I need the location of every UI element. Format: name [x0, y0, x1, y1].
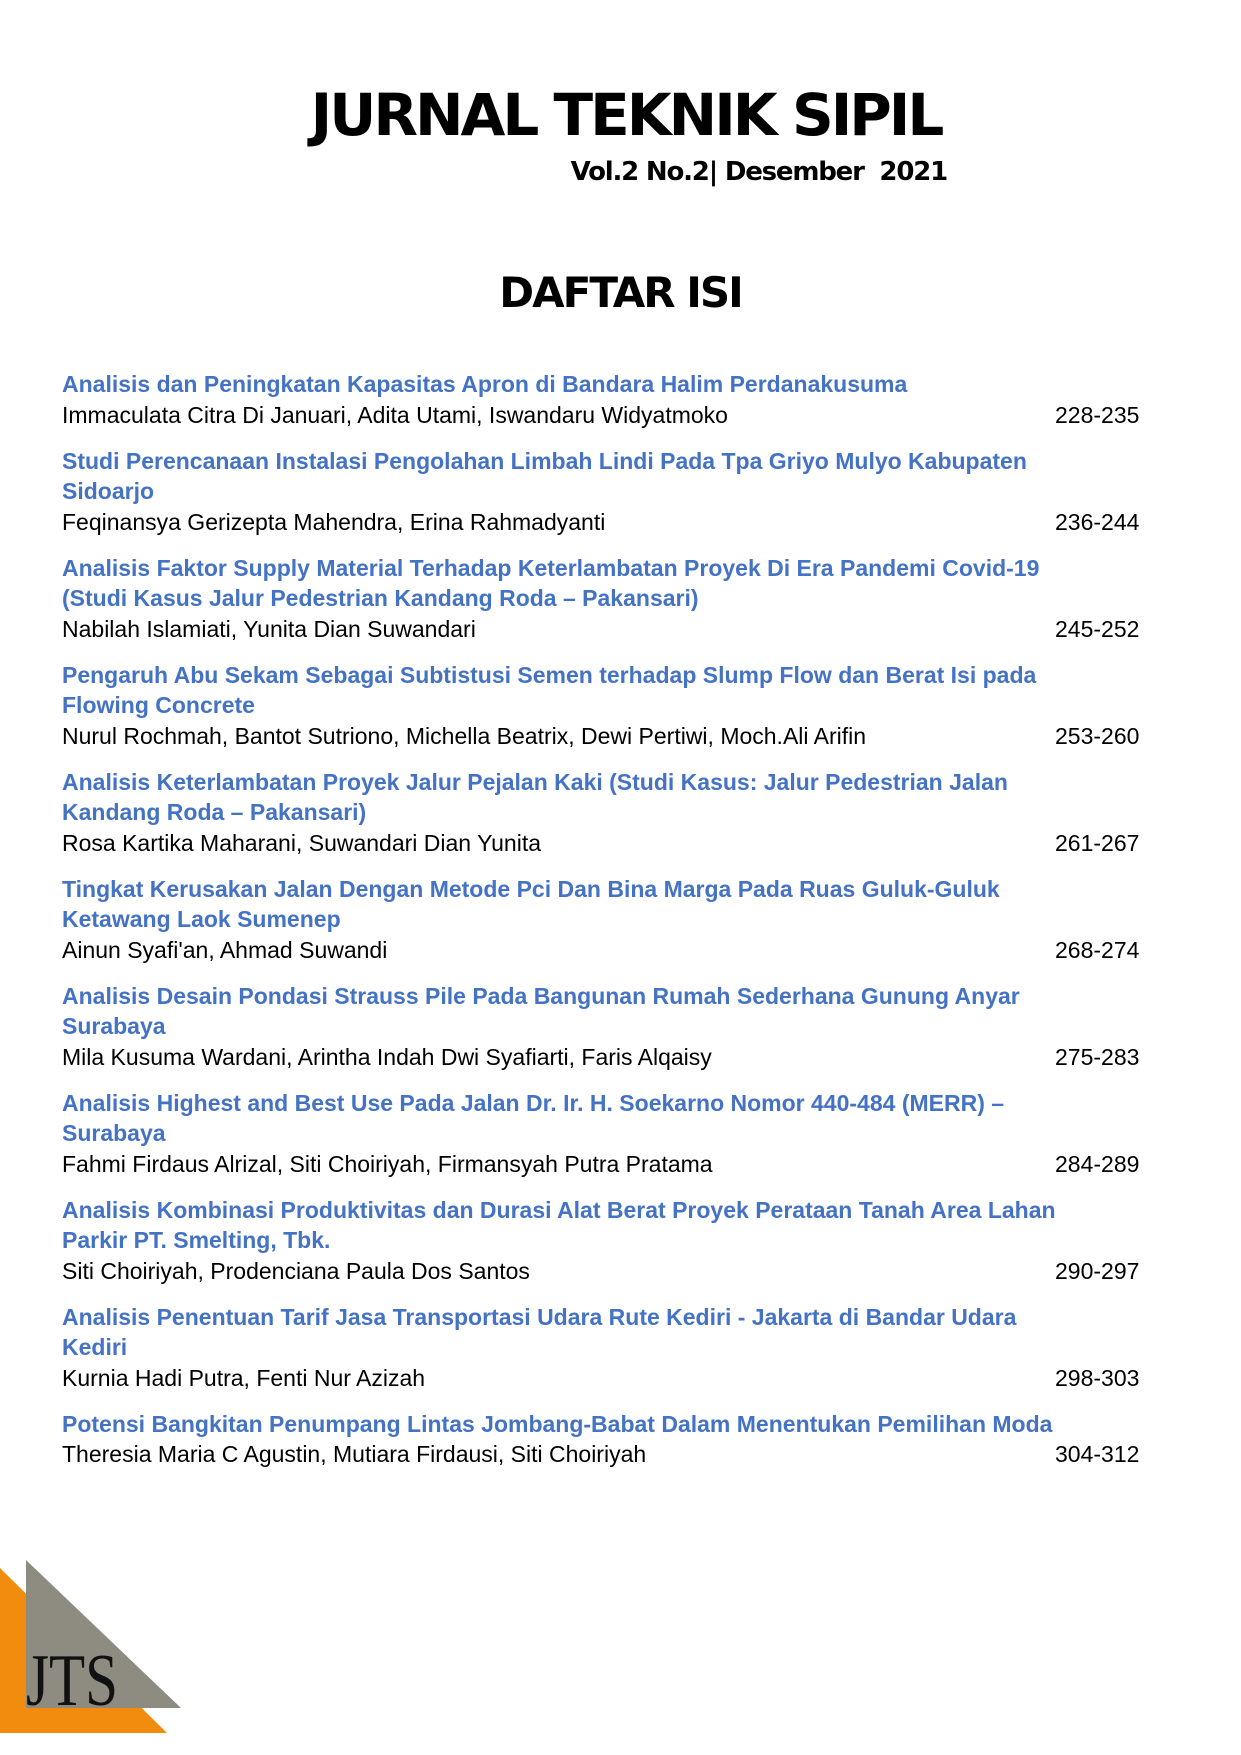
- entry-authors: Fahmi Firdaus Alrizal, Siti Choiriyah, Firmansyah Putra Pratama: [62, 1150, 713, 1177]
- entry-meta: [62, 1363, 1147, 1394]
- entry-meta: [62, 935, 1147, 966]
- toc-entry: [62, 767, 1147, 859]
- entry-meta: [62, 1439, 1147, 1470]
- entry-title[interactable]: Analisis Highest and Best Use Pada Jalan Dr. Ir. H. Soekarno Nomor 440-484 (MERR) –: [62, 1089, 1005, 1116]
- jts-logo: [0, 1555, 185, 1740]
- toc-entry: [62, 660, 1147, 752]
- entry-authors: Ainun Syafi'an, Ahmad Suwandi: [62, 936, 388, 963]
- entry-pages: 304-312: [1055, 1441, 1140, 1467]
- toc-entry: [62, 1302, 1147, 1394]
- entry-meta: [62, 614, 1147, 645]
- entry-meta: [62, 1149, 1147, 1180]
- entry-title[interactable]: (Studi Kasus Jalur Pedestrian Kandang Roda – Pakansari): [62, 585, 699, 611]
- toc-entry: [62, 553, 1147, 645]
- entry-authors: Feqinansya Gerizepta Mahendra, Erina Rahmadyanti: [62, 508, 606, 535]
- entry-title[interactable]: Kandang Roda – Pakansari): [62, 799, 367, 825]
- entry-authors: Immaculata Citra Di Januari, Adita Utami, Iswandaru Widyatmoko: [62, 401, 728, 428]
- entry-pages: 245-252: [1055, 615, 1140, 642]
- logo-text: JTS: [26, 1640, 118, 1722]
- entry-pages: 268-274: [1055, 936, 1140, 963]
- entry-meta: [62, 507, 1147, 538]
- toc-entry: [62, 446, 1147, 538]
- entry-title[interactable]: Analisis Kombinasi Produktivitas dan Durasi Alat Berat Proyek Perataan Tanah Area Lahan: [62, 1196, 1056, 1223]
- entry-title[interactable]: Kediri: [62, 1334, 128, 1360]
- entry-pages: 228-235: [1055, 401, 1140, 428]
- entry-title[interactable]: Analisis Penentuan Tarif Jasa Transportasi Udara Rute Kediri - Jakarta di Bandar Udara: [62, 1303, 1017, 1330]
- entry-meta: [62, 1256, 1147, 1287]
- entry-title[interactable]: Sidoarjo: [62, 478, 155, 504]
- entry-title[interactable]: Surabaya: [62, 1013, 166, 1039]
- entry-title[interactable]: Parkir PT. Smelting, Tbk.: [62, 1227, 331, 1253]
- toc-entry: [62, 1195, 1147, 1287]
- entry-pages: 236-244: [1055, 508, 1140, 535]
- toc-list: [62, 369, 1147, 1485]
- entry-authors: Mila Kusuma Wardani, Arintha Indah Dwi Syafiarti, Faris Alqaisy: [62, 1043, 712, 1070]
- toc-entry: [62, 1088, 1147, 1180]
- entry-title[interactable]: Analisis dan Peningkatan Kapasitas Apron di Bandara Halim Perdanakusuma: [62, 371, 908, 397]
- journal-title: JURNAL TEKNIK SIPIL: [310, 81, 942, 149]
- journal-issue: Vol.2 No.2| Desember 2021: [570, 157, 947, 187]
- entry-pages: 275-283: [1055, 1043, 1140, 1070]
- entry-authors: Theresia Maria C Agustin, Mutiara Firdausi, Siti Choiriyah: [62, 1441, 647, 1467]
- entry-authors: Nabilah Islamiati, Yunita Dian Suwandari: [62, 615, 476, 642]
- entry-meta: [62, 721, 1147, 752]
- toc-entry: [62, 1409, 1147, 1470]
- entry-title[interactable]: Studi Perencanaan Instalasi Pengolahan Limbah Lindi Pada Tpa Griyo Mulyo Kabupaten: [62, 447, 1027, 474]
- entry-authors: Nurul Rochmah, Bantot Sutriono, Michella Beatrix, Dewi Pertiwi, Moch.Ali Arifin: [62, 722, 867, 749]
- entry-title[interactable]: Surabaya: [62, 1120, 166, 1146]
- entry-title[interactable]: Analisis Faktor Supply Material Terhadap Keterlambatan Proyek Di Era Pandemi Covid-19: [62, 554, 1040, 581]
- entry-authors: Rosa Kartika Maharani, Suwandari Dian Yunita: [62, 829, 542, 856]
- entry-pages: 290-297: [1055, 1257, 1140, 1284]
- entry-meta: [62, 400, 1147, 431]
- entry-title[interactable]: Flowing Concrete: [62, 692, 255, 718]
- entry-authors: Kurnia Hadi Putra, Fenti Nur Azizah: [62, 1364, 426, 1391]
- entry-title[interactable]: Ketawang Laok Sumenep: [62, 906, 341, 932]
- entry-title[interactable]: Potensi Bangkitan Penumpang Lintas Jombang-Babat Dalam Menentukan Pemilihan Moda: [62, 1410, 1053, 1437]
- entry-pages: 261-267: [1055, 829, 1140, 856]
- toc-entry: [62, 874, 1147, 966]
- entry-authors: Siti Choiriyah, Prodenciana Paula Dos Santos: [62, 1257, 530, 1284]
- entry-pages: 284-289: [1055, 1150, 1140, 1177]
- entry-title[interactable]: Tingkat Kerusakan Jalan Dengan Metode Pci Dan Bina Marga Pada Ruas Guluk-Guluk: [62, 875, 1000, 902]
- entry-meta: [62, 1042, 1147, 1073]
- entry-pages: 298-303: [1055, 1364, 1140, 1391]
- toc-heading: DAFTAR ISI: [499, 268, 742, 317]
- entry-title[interactable]: Analisis Keterlambatan Proyek Jalur Pejalan Kaki (Studi Kasus: Jalur Pedestrian Jalan: [62, 768, 1008, 795]
- entry-pages: 253-260: [1055, 722, 1140, 749]
- entry-meta: [62, 828, 1147, 859]
- toc-entry: [62, 369, 1147, 430]
- toc-entry: [62, 981, 1147, 1073]
- entry-title[interactable]: Analisis Desain Pondasi Strauss Pile Pada Bangunan Rumah Sederhana Gunung Anyar: [62, 982, 1020, 1009]
- entry-title[interactable]: Pengaruh Abu Sekam Sebagai Subtistusi Semen terhadap Slump Flow dan Berat Isi pada: [62, 661, 1037, 688]
